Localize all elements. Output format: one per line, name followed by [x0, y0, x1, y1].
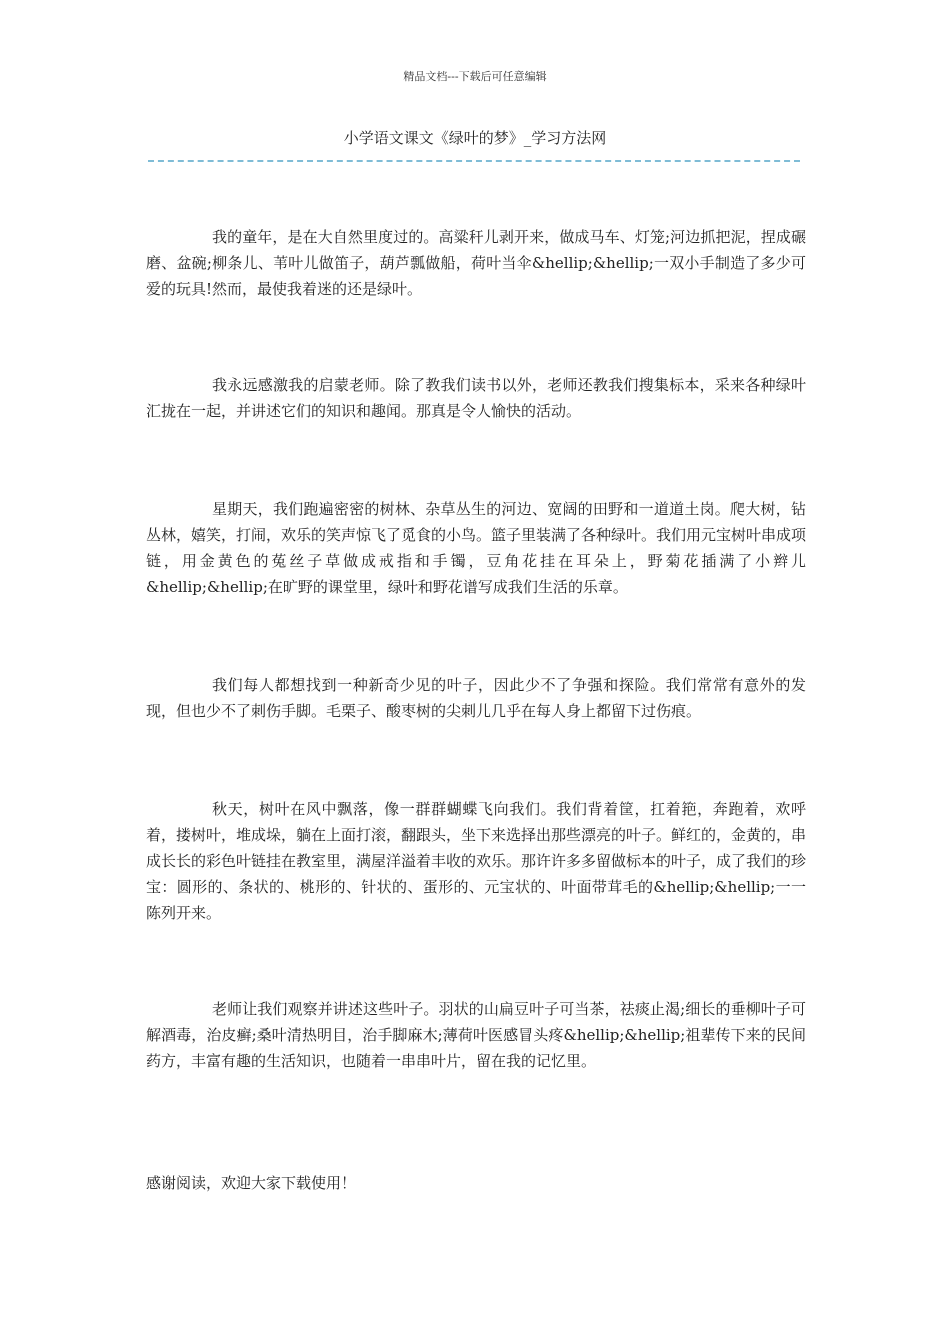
paragraph-5: 秋天，树叶在风中飘落，像一群群蝴蝶飞向我们。我们背着筐，扛着筢，奔跑着，欢呼着，搂树叶，堆成垛，躺在上面打滚，翻跟头，坐下来选择出那些漂亮的叶子。鲜红的，金黄的，串成长长的彩色叶链挂在教室里，满屋洋溢着丰收的欢乐。那许许多多留做标本的叶子，成了我们的珍宝：圆形的、条状的、桃形的、针状的、蛋形的、元宝状的、叶面带茸毛的&hellip;&hellip;一一陈列开来。: [146, 800, 807, 922]
paragraph-6: 老师让我们观察并讲述这些叶子。羽状的山扁豆叶子可当茶，祛痰止渴;细长的垂柳叶子可解酒毒，治皮癣;桑叶清热明目，治手脚麻木;薄荷叶医感冒头疼&hellip;&hellip;祖辈传下来的民间药方，丰富有趣的生活知识，也随着一串串叶片，留在我的记忆里。: [146, 1000, 806, 1070]
title-divider: [148, 160, 800, 162]
closing-note: 感谢阅读，欢迎大家下载使用！: [146, 1174, 357, 1192]
paragraph-2: 我永远感激我的启蒙老师。除了教我们读书以外，老师还教我们搜集标本，采来各种绿叶汇拢在一起，并讲述它们的知识和趣闻。那真是令人愉快的活动。: [146, 376, 806, 420]
page-title: 小学语文课文《绿叶的梦》_学习方法网: [343, 129, 607, 147]
paragraph-1: 我的童年，是在大自然里度过的。高粱秆儿剥开来，做成马车、灯笼;河边抓把泥，捏成碾磨、盆碗;柳条儿、苇叶儿做笛子，葫芦瓢做船，荷叶当伞&hellip;&hellip;一双小手制造了多少可爱的玩具!然而，最使我着迷的还是绿叶。: [146, 228, 806, 298]
header-note: 精品文档---下载后可任意编辑: [403, 70, 547, 83]
paragraph-3: 星期天，我们跑遍密密的树林、杂草丛生的河边、宽阔的田野和一道道土岗。爬大树，钻丛林，嬉笑，打闹，欢乐的笑声惊飞了觅食的小鸟。篮子里装满了各种绿叶。我们用元宝树叶串成项链，用金黄色的菟丝子草做成戒指和手镯，豆角花挂在耳朵上，野菊花插满了小辫儿&hellip;&hellip;在旷野的课堂里，绿叶和野花谱写成我们生活的乐章。: [146, 500, 807, 596]
paragraph-4: 我们每人都想找到一种新奇少见的叶子，因此少不了争强和探险。我们常常有意外的发现，但也少不了刺伤手脚。毛栗子、酸枣树的尖刺儿几乎在每人身上都留下过伤痕。: [146, 676, 806, 720]
